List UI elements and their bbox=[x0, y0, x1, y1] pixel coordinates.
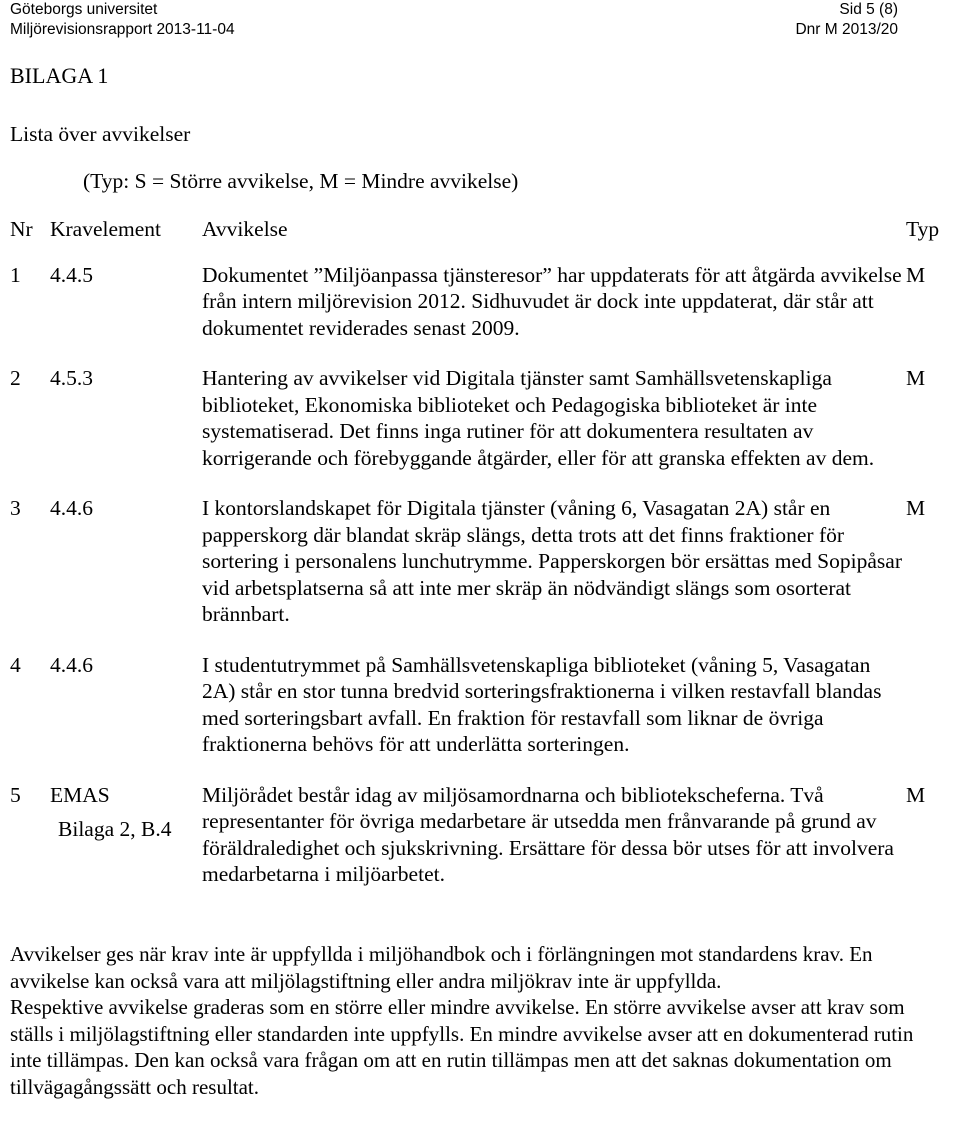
row-kravelement: 4.4.5 bbox=[50, 262, 93, 287]
row-nr: 3 bbox=[10, 496, 21, 520]
row-kravelement: 4.4.6 bbox=[50, 652, 93, 677]
row-typ: M bbox=[906, 262, 926, 287]
row-kravelement bbox=[50, 782, 202, 888]
table-row bbox=[10, 365, 954, 495]
row-avvikelse: Hantering av avvikelser vid Digitala tjänster samt Samhällsvetenskapliga biblioteket, Ekonomiska biblioteket och Pedagogiska biblioteket är inte systematiserad. Det finns inga rutiner för att dokumentera resultaten av korrigerande och förebyggande åtgärder, eller för att granska effekten av dem. bbox=[202, 366, 875, 470]
list-title: Lista över avvikelser bbox=[10, 122, 191, 146]
row-typ: M bbox=[906, 366, 926, 390]
document-number: Dnr M 2013/20 bbox=[795, 21, 898, 38]
column-header-kravelement: Kravelement bbox=[50, 217, 162, 241]
row-avvikelse: I kontorslandskapet för Digitala tjänster (våning 6, Vasagatan 2A) står en papperskorg där blandat skräp slängs, detta trots att det finns fraktioner för sortering i personalens lunchutrymme. Papperskorgen bör ersättas med Sopipåsar vid arbetsplatserna så att inte mer skräp än nödvändigt slängs som osorterat brännbart. bbox=[202, 496, 902, 626]
table-row bbox=[10, 652, 954, 782]
row-nr: 2 bbox=[10, 366, 21, 390]
table-row bbox=[10, 782, 954, 888]
university-name: Göteborgs universitet bbox=[10, 1, 158, 18]
table-header-row bbox=[10, 206, 954, 262]
deviations-table bbox=[10, 206, 954, 888]
column-header-avvikelse: Avvikelse bbox=[202, 217, 288, 241]
page-number: Sid 5 (8) bbox=[839, 1, 898, 18]
row-avvikelse: I studentutrymmet på Samhällsvetenskapliga biblioteket (våning 5, Vasagatan 2A) står en stor tunna bredvid sorteringsfraktionerna i vilken restavfall blandas med sorteringsbart avfall. En fraktion för restavfall som liknar de övriga fraktionerna behövs för att underlätta sorteringen. bbox=[202, 652, 882, 756]
row-typ: M bbox=[906, 782, 926, 807]
table-row bbox=[10, 262, 954, 366]
row-typ bbox=[902, 652, 954, 782]
row-kravelement-main: EMAS bbox=[50, 782, 110, 807]
row-avvikelse: Miljörådet består idag av miljösamordnarna och bibliotekscheferna. Två representanter för övriga medarbetare är utsedda men frånvarande på grund av föräldraledighet och sjukskrivning. Ersättare för dessa bör utses för att involvera medarbetarna i miljöarbetet. bbox=[202, 782, 894, 886]
column-header-nr: Nr bbox=[10, 217, 33, 241]
footer-text bbox=[10, 941, 945, 1100]
appendix-title: BILAGA 1 bbox=[10, 63, 109, 88]
page-header-line-1 bbox=[10, 0, 898, 20]
column-header-typ: Typ bbox=[906, 217, 940, 241]
row-typ: M bbox=[906, 496, 926, 520]
row-kravelement: 4.5.3 bbox=[50, 366, 93, 390]
row-avvikelse: Dokumentet ”Miljöanpassa tjänsteresor” har uppdaterats för att åtgärda avvikelse från intern miljörevision 2012. Sidhuvudet är dock inte uppdaterat, där står att dokumentet reviderades senast 2009. bbox=[202, 262, 902, 340]
row-nr: 4 bbox=[10, 652, 21, 677]
page-header-line-2 bbox=[10, 20, 898, 40]
footer-paragraph-1: Avvikelser ges när krav inte är uppfyllda i miljöhandbok och i förlängningen mot standardens krav. En avvikelse kan också vara att miljölagstiftning eller andra miljökrav inte är uppfyllda. bbox=[10, 942, 873, 993]
report-title: Miljörevisionsrapport 2013-11-04 bbox=[10, 21, 235, 38]
row-nr: 1 bbox=[10, 262, 21, 287]
footer-paragraph-2: Respektive avvikelse graderas som en större eller mindre avvikelse. En större avvikelse avser att krav som ställs i miljölagstiftning eller standarden inte uppfylls. En mindre avvikelse avser att en dokumenterad rutin inte tillämpas. Den kan också vara frågan om att en rutin tillämpas men att det saknas dokumentation om tillvägagångssätt och resultat. bbox=[10, 995, 914, 1099]
row-kravelement: 4.4.6 bbox=[50, 496, 93, 520]
type-legend: (Typ: S = Större avvikelse, M = Mindre avvikelse) bbox=[83, 169, 519, 193]
row-kravelement-sub: Bilaga 2, B.4 bbox=[58, 817, 172, 841]
row-nr: 5 bbox=[10, 782, 21, 807]
table-row bbox=[10, 495, 954, 652]
